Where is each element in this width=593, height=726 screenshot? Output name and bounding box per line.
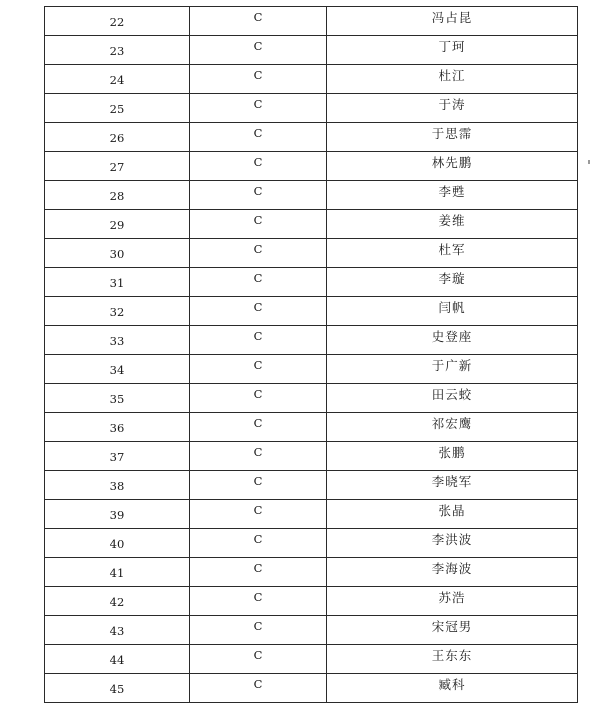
grade-cell-text: C (253, 648, 263, 662)
grade-cell-text: C (253, 97, 263, 111)
grade-cell (190, 355, 327, 384)
name-cell (327, 181, 578, 210)
name-cell-text: 李甦 (438, 184, 466, 199)
row-number-cell (45, 645, 190, 674)
grade-cell (190, 239, 327, 268)
table-row (45, 181, 578, 210)
name-cell (327, 500, 578, 529)
name-cell (327, 674, 578, 703)
name-cell (327, 645, 578, 674)
grade-cell-text: C (253, 532, 263, 546)
row-number-cell-text: 22 (109, 15, 125, 29)
row-number-cell (45, 413, 190, 442)
name-cell (327, 384, 578, 413)
name-cell-text: 李晓军 (431, 474, 473, 489)
grade-cell (190, 297, 327, 326)
table-row (45, 65, 578, 94)
name-cell-text: 宋冠男 (431, 619, 473, 634)
name-cell-text: 杜江 (438, 68, 466, 83)
name-cell (327, 94, 578, 123)
row-number-cell-text: 41 (109, 566, 125, 580)
grade-cell (190, 558, 327, 587)
name-cell (327, 210, 578, 239)
row-number-cell-text: 38 (109, 479, 125, 493)
grade-cell-text: C (253, 387, 263, 401)
grade-cell-text: C (253, 10, 263, 24)
row-number-cell (45, 181, 190, 210)
name-cell-text: 杜军 (438, 242, 466, 257)
grade-cell (190, 616, 327, 645)
grade-cell (190, 7, 327, 36)
name-cell (327, 297, 578, 326)
grade-cell-text: C (253, 590, 263, 604)
name-cell-text: 史登座 (431, 329, 473, 344)
grade-cell (190, 123, 327, 152)
row-number-cell (45, 210, 190, 239)
row-number-cell-text: 27 (109, 160, 125, 174)
name-cell (327, 442, 578, 471)
table-row (45, 94, 578, 123)
row-number-cell (45, 529, 190, 558)
row-number-cell-text: 29 (109, 218, 125, 232)
name-cell-text: 李洪波 (431, 532, 473, 547)
name-cell (327, 65, 578, 94)
row-number-cell-text: 32 (109, 305, 125, 319)
grade-cell-text: C (253, 68, 263, 82)
name-cell-text: 苏浩 (438, 590, 466, 605)
row-number-cell-text: 39 (109, 508, 125, 522)
grade-cell-text: C (253, 619, 263, 633)
grade-cell (190, 413, 327, 442)
table-row (45, 500, 578, 529)
name-cell (327, 268, 578, 297)
row-number-cell-text: 44 (109, 653, 125, 667)
name-cell-text: 李海波 (431, 561, 473, 576)
grade-cell-text: C (253, 184, 263, 198)
row-number-cell (45, 471, 190, 500)
row-number-cell-text: 42 (109, 595, 125, 609)
table-row (45, 442, 578, 471)
name-cell (327, 7, 578, 36)
grade-cell-text: C (253, 39, 263, 53)
grade-cell-text: C (253, 677, 263, 691)
grade-cell (190, 36, 327, 65)
row-number-cell-text: 28 (109, 189, 125, 203)
grade-cell (190, 210, 327, 239)
name-cell (327, 471, 578, 500)
grade-cell (190, 529, 327, 558)
grade-cell (190, 674, 327, 703)
name-cell (327, 587, 578, 616)
table-row (45, 616, 578, 645)
grade-cell-text: C (253, 416, 263, 430)
grade-cell-text: C (253, 561, 263, 575)
name-cell (327, 239, 578, 268)
row-number-cell-text: 26 (109, 131, 125, 145)
name-cell-text: 丁珂 (438, 39, 466, 54)
name-cell-text: 于涛 (438, 97, 466, 112)
grade-cell (190, 645, 327, 674)
grade-cell (190, 442, 327, 471)
table-row (45, 413, 578, 442)
grade-cell-text: C (253, 503, 263, 517)
table-row (45, 326, 578, 355)
table-row (45, 7, 578, 36)
table-row (45, 587, 578, 616)
name-cell-text: 张晶 (438, 503, 466, 518)
grade-cell-text: C (253, 126, 263, 140)
table-row (45, 384, 578, 413)
row-number-cell (45, 587, 190, 616)
grade-cell (190, 471, 327, 500)
table-row (45, 123, 578, 152)
grade-cell-text: C (253, 445, 263, 459)
roster-table-body (45, 7, 578, 703)
grade-cell (190, 94, 327, 123)
name-cell-text: 祁宏鹰 (431, 416, 473, 431)
row-number-cell (45, 36, 190, 65)
grade-cell (190, 326, 327, 355)
row-number-cell-text: 23 (109, 44, 125, 58)
row-number-cell (45, 384, 190, 413)
name-cell-text: 田云蛟 (431, 387, 473, 402)
name-cell-text: 冯占昆 (431, 10, 473, 25)
row-number-cell-text: 37 (109, 450, 125, 464)
row-number-cell (45, 326, 190, 355)
roster-table (44, 6, 578, 703)
grade-cell (190, 268, 327, 297)
grade-cell (190, 65, 327, 94)
grade-cell (190, 181, 327, 210)
row-number-cell-text: 24 (109, 73, 125, 87)
row-number-cell-text: 31 (109, 276, 125, 290)
row-number-cell-text: 35 (109, 392, 125, 406)
row-number-cell-text: 33 (109, 334, 125, 348)
name-cell (327, 529, 578, 558)
row-number-cell (45, 123, 190, 152)
grade-cell-text: C (253, 300, 263, 314)
name-cell (327, 123, 578, 152)
row-number-cell (45, 152, 190, 181)
grade-cell (190, 152, 327, 181)
name-cell (327, 616, 578, 645)
table-row (45, 152, 578, 181)
scan-speck (588, 160, 590, 164)
table-row (45, 355, 578, 384)
row-number-cell-text: 36 (109, 421, 125, 435)
name-cell-text: 于思霈 (431, 126, 473, 141)
row-number-cell (45, 297, 190, 326)
row-number-cell (45, 558, 190, 587)
grade-cell-text: C (253, 474, 263, 488)
name-cell-text: 臧科 (438, 677, 466, 692)
grade-cell-text: C (253, 213, 263, 227)
name-cell-text: 张鹏 (438, 445, 466, 460)
row-number-cell-text: 40 (109, 537, 125, 551)
table-row (45, 645, 578, 674)
row-number-cell-text: 30 (109, 247, 125, 261)
grade-cell (190, 384, 327, 413)
table-row (45, 36, 578, 65)
name-cell (327, 558, 578, 587)
name-cell-text: 闫帆 (438, 300, 466, 315)
row-number-cell-text: 43 (109, 624, 125, 638)
row-number-cell (45, 268, 190, 297)
table-row (45, 558, 578, 587)
row-number-cell-text: 45 (109, 682, 125, 696)
row-number-cell (45, 239, 190, 268)
table-row (45, 239, 578, 268)
name-cell (327, 36, 578, 65)
grade-cell (190, 500, 327, 529)
row-number-cell (45, 616, 190, 645)
row-number-cell (45, 94, 190, 123)
name-cell (327, 152, 578, 181)
row-number-cell (45, 65, 190, 94)
grade-cell-text: C (253, 271, 263, 285)
grade-cell-text: C (253, 155, 263, 169)
row-number-cell-text: 34 (109, 363, 125, 377)
table-row (45, 529, 578, 558)
name-cell-text: 于广新 (431, 358, 473, 373)
name-cell-text: 姜维 (438, 213, 466, 228)
table-row (45, 471, 578, 500)
grade-cell-text: C (253, 329, 263, 343)
grade-cell-text: C (253, 358, 263, 372)
row-number-cell-text: 25 (109, 102, 125, 116)
row-number-cell (45, 442, 190, 471)
table-row (45, 297, 578, 326)
name-cell-text: 李璇 (438, 271, 466, 286)
grade-cell-text: C (253, 242, 263, 256)
row-number-cell (45, 7, 190, 36)
row-number-cell (45, 355, 190, 384)
row-number-cell (45, 500, 190, 529)
name-cell (327, 326, 578, 355)
name-cell (327, 413, 578, 442)
table-row (45, 674, 578, 703)
name-cell-text: 王东东 (431, 648, 473, 663)
name-cell-text: 林先鹏 (431, 155, 473, 170)
name-cell (327, 355, 578, 384)
table-row (45, 210, 578, 239)
grade-cell (190, 587, 327, 616)
row-number-cell (45, 674, 190, 703)
table-row (45, 268, 578, 297)
